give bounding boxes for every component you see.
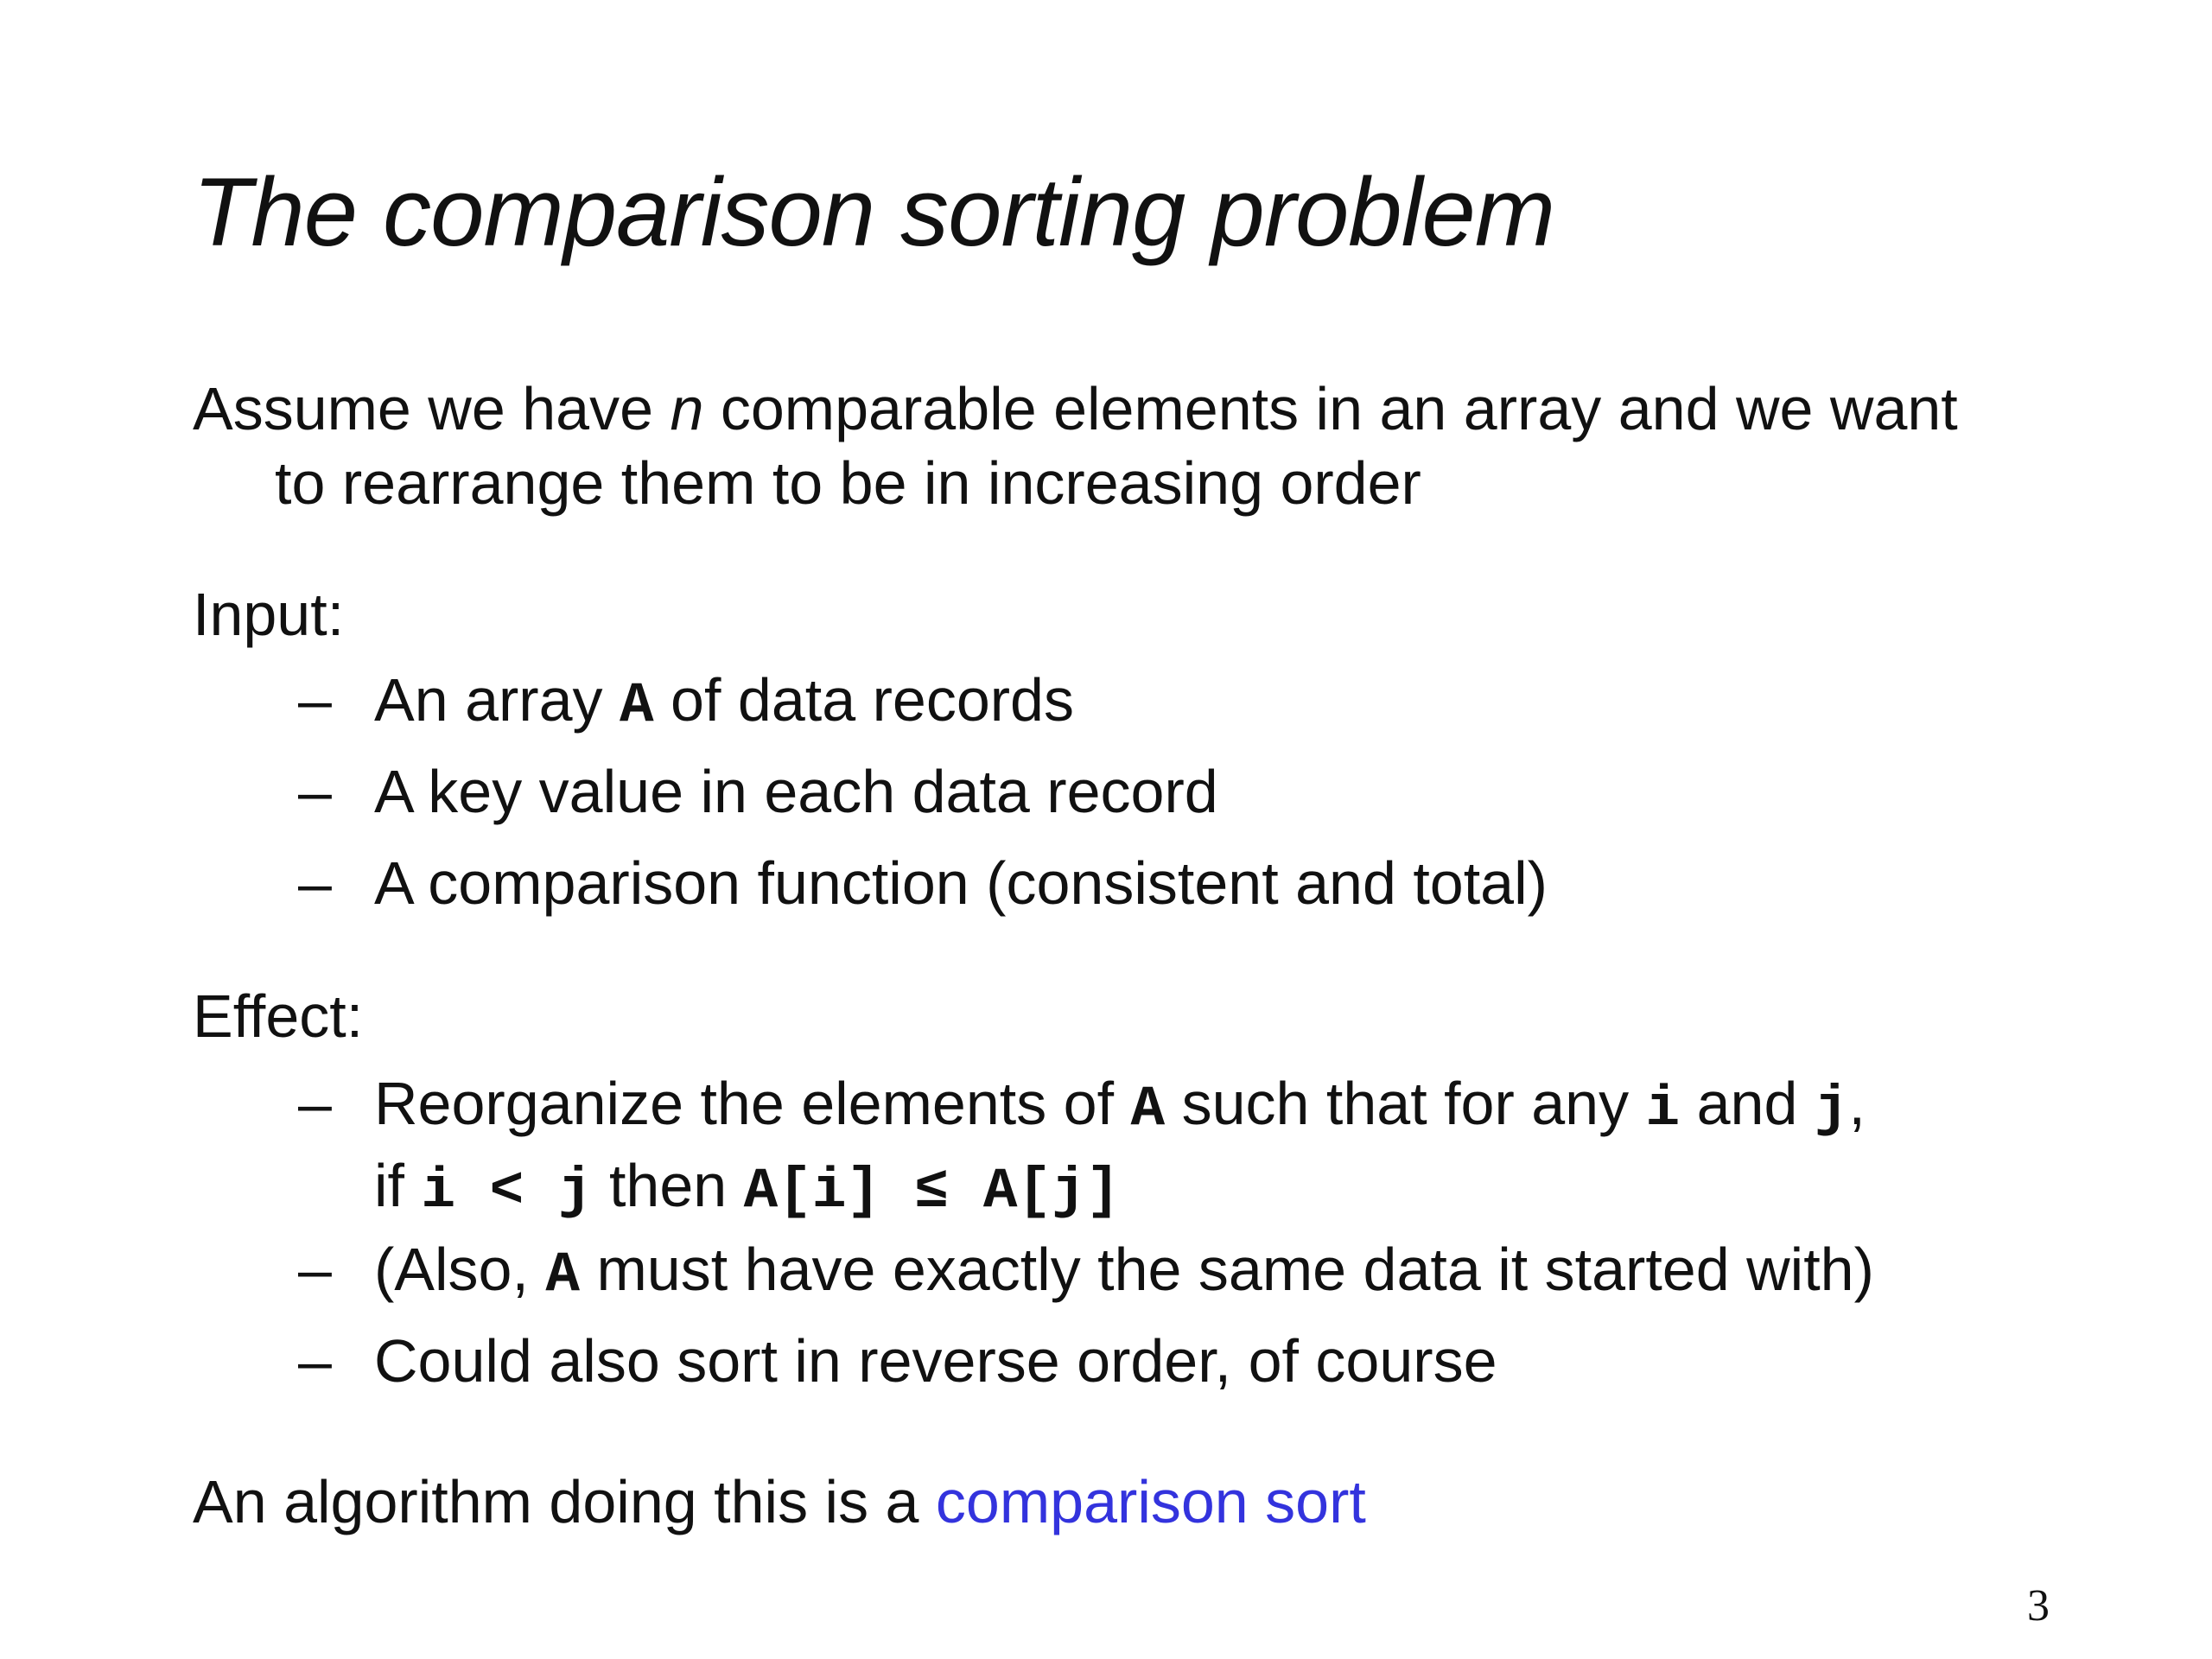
bullet-text: Could also sort in reverse order, of course — [374, 1327, 1497, 1395]
bullet-text-part: if — [374, 1152, 422, 1219]
bullet-dash: – — [298, 1070, 332, 1137]
bullet-line-2 — [374, 1147, 1866, 1230]
bullet-dash: – — [298, 758, 332, 825]
bullet-text-part: such that for any — [1165, 1070, 1646, 1137]
effect-label: Effect: — [193, 982, 364, 1050]
comparison-sort-link[interactable]: comparison sort — [935, 1468, 1366, 1535]
bullet-text: A comparison function (consistent and total) — [374, 849, 1548, 917]
conclusion-paragraph — [193, 1465, 1366, 1539]
code-j: j — [1814, 1077, 1849, 1141]
bullet-text-post: of data records — [653, 666, 1074, 734]
code-comparison: A[i] ≤ A[j] — [743, 1159, 1121, 1224]
code-A: A — [545, 1243, 580, 1307]
intro-variable-n: n — [670, 375, 704, 442]
page-number: 3 — [2027, 1581, 2050, 1630]
bullet-text — [374, 1231, 1874, 1313]
bullet-dash: – — [298, 1236, 332, 1303]
bullet-text-part: Reorganize the elements of — [374, 1070, 1131, 1137]
bullet-text-part: , — [1848, 1070, 1866, 1137]
bullet-text-part: then — [592, 1152, 744, 1219]
bullet-text — [374, 1065, 1866, 1230]
bullet-dash: – — [298, 849, 332, 917]
code-A: A — [1130, 1077, 1166, 1141]
bullet-text-pre: (Also, — [374, 1236, 546, 1303]
intro-paragraph — [193, 372, 1958, 520]
bullet-text: A key value in each data record — [374, 758, 1218, 825]
conclusion-text: An algorithm doing this is a — [193, 1468, 936, 1535]
intro-text-line-2: to rearrange them to be in increasing order — [275, 449, 1421, 517]
input-label: Input: — [193, 581, 345, 648]
intro-text-1: Assume we have — [193, 375, 671, 442]
bullet-text-post: must have exactly the same data it started with) — [580, 1236, 1874, 1303]
code-i: i — [1645, 1077, 1681, 1141]
code-A: A — [620, 673, 654, 738]
code-condition: i < j — [421, 1159, 593, 1224]
bullet-text-pre: An array — [374, 666, 620, 734]
bullet-dash: – — [298, 1327, 332, 1395]
intro-text-2: comparable elements in an array and we want — [703, 375, 1958, 442]
bullet-dash: – — [298, 666, 332, 734]
slide-title: The comparison sorting problem — [193, 158, 1555, 266]
bullet-text — [374, 662, 1074, 744]
bullet-text-part: and — [1680, 1070, 1815, 1137]
